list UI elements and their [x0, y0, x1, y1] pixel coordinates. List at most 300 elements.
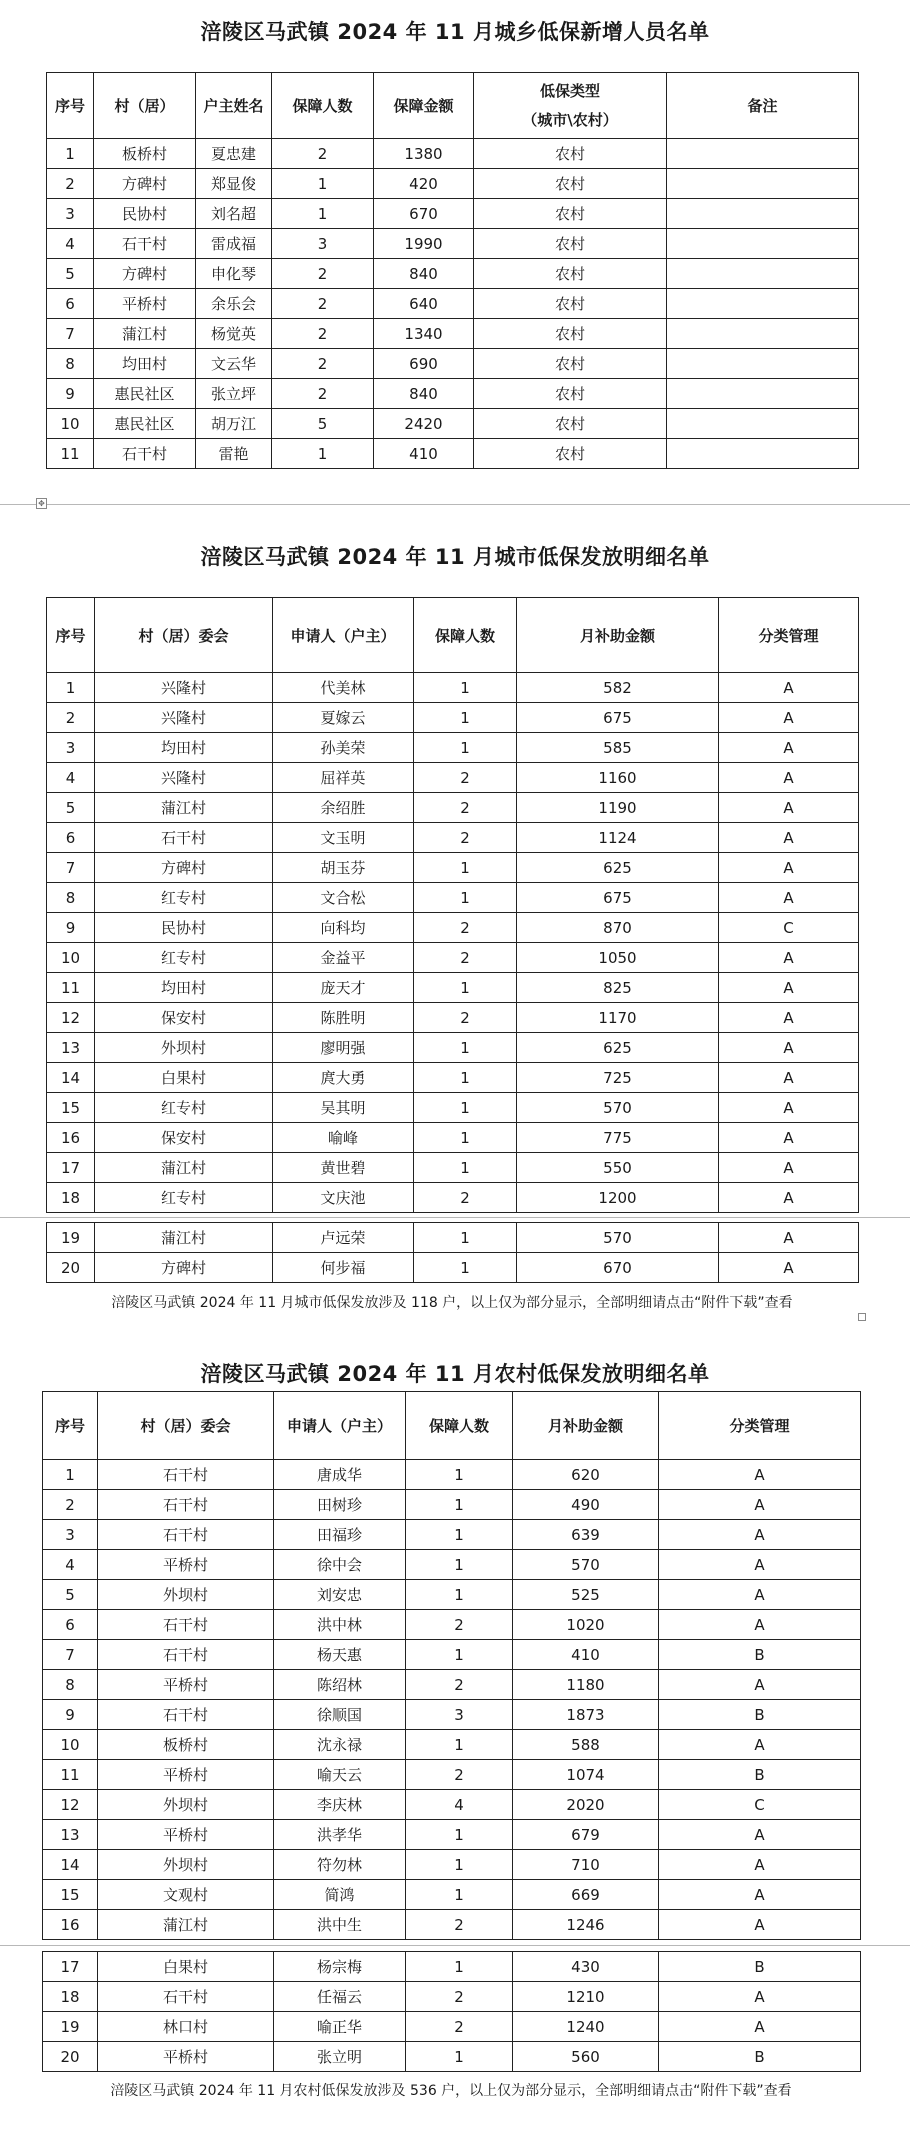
cell-member-count: 2 — [272, 319, 374, 349]
cell-index: 19 — [47, 1223, 95, 1253]
cell-village-committee: 兴隆村 — [95, 703, 273, 733]
cell-village-committee: 外坝村 — [98, 1580, 274, 1610]
table-row — [47, 259, 859, 289]
table-row — [43, 1670, 861, 1700]
table-row — [47, 733, 859, 763]
table-row — [47, 1093, 859, 1123]
cell-amount: 420 — [374, 169, 474, 199]
cell-applicant: 何步福 — [273, 1253, 414, 1283]
cell-index: 20 — [47, 1253, 95, 1283]
cell-monthly-subsidy: 2020 — [513, 1790, 659, 1820]
cell-applicant: 文合松 — [273, 883, 414, 913]
cell-applicant: 余绍胜 — [273, 793, 414, 823]
cell-village-committee: 蒲江村 — [98, 1910, 274, 1940]
table-row — [43, 1490, 861, 1520]
cell-member-count: 2 — [414, 913, 517, 943]
header-applicant: 申请人（户主） — [273, 598, 414, 673]
cell-village-committee: 方碑村 — [95, 1253, 273, 1283]
cell-member-count: 2 — [406, 1760, 513, 1790]
cell-monthly-subsidy: 725 — [517, 1063, 719, 1093]
cell-remark — [667, 139, 859, 169]
cell-member-count: 2 — [272, 349, 374, 379]
cell-household-name: 胡万江 — [196, 409, 272, 439]
cell-category: B — [659, 1760, 861, 1790]
cell-category: A — [719, 943, 859, 973]
cell-applicant: 陈绍林 — [274, 1670, 406, 1700]
cell-category: A — [659, 1490, 861, 1520]
cell-index: 12 — [47, 1003, 95, 1033]
cell-applicant: 杨宗梅 — [274, 1952, 406, 1982]
cell-category: A — [659, 1460, 861, 1490]
cell-village-committee: 石干村 — [98, 1700, 274, 1730]
cell-monthly-subsidy: 570 — [517, 1223, 719, 1253]
table-row — [43, 1880, 861, 1910]
cell-index: 6 — [43, 1610, 98, 1640]
cell-category: A — [719, 883, 859, 913]
cell-applicant: 田树珍 — [274, 1490, 406, 1520]
rural-summary-note: 涪陵区马武镇 2024 年 11 月农村低保发放涉及 536 户，以上仅为部分显示，全部明细请点击“附件下载”查看 — [110, 2083, 792, 2099]
table-row — [47, 913, 859, 943]
table-row — [43, 1982, 861, 2012]
cell-member-count: 1 — [406, 1880, 513, 1910]
urban-summary-note: 涪陵区马武镇 2024 年 11 月城市低保发放涉及 118 户，以上仅为部分显示，全部明细请点击“附件下载”查看 — [111, 1295, 793, 1311]
cell-village-committee: 平桥村 — [98, 1760, 274, 1790]
cell-applicant: 田福珍 — [274, 1520, 406, 1550]
cell-index: 7 — [43, 1640, 98, 1670]
table-row — [47, 229, 859, 259]
cell-type: 农村 — [474, 439, 667, 469]
cell-village-committee: 红专村 — [95, 943, 273, 973]
cell-index: 1 — [47, 139, 94, 169]
cell-applicant: 孙美荣 — [273, 733, 414, 763]
cell-type: 农村 — [474, 349, 667, 379]
cell-amount: 2420 — [374, 409, 474, 439]
cell-village-committee: 蒲江村 — [95, 1223, 273, 1253]
cell-member-count: 1 — [406, 1850, 513, 1880]
cell-monthly-subsidy: 669 — [513, 1880, 659, 1910]
cell-category: A — [719, 733, 859, 763]
header-member-count: 保障人数 — [272, 73, 374, 139]
cell-village-committee: 均田村 — [95, 973, 273, 1003]
table-move-handle[interactable]: ✥ — [36, 498, 47, 509]
header-village-committee: 村（居）委会 — [95, 598, 273, 673]
cell-member-count: 1 — [406, 2042, 513, 2072]
cell-village-committee: 平桥村 — [98, 1550, 274, 1580]
cell-index: 9 — [47, 379, 94, 409]
cell-index: 19 — [43, 2012, 98, 2042]
cell-monthly-subsidy: 588 — [513, 1730, 659, 1760]
cell-monthly-subsidy: 1020 — [513, 1610, 659, 1640]
cell-applicant: 洪中林 — [274, 1610, 406, 1640]
cell-index: 4 — [43, 1550, 98, 1580]
cell-household-name: 郑显俊 — [196, 169, 272, 199]
table-row — [47, 439, 859, 469]
table-row — [47, 703, 859, 733]
cell-village-committee: 兴隆村 — [95, 763, 273, 793]
cell-monthly-subsidy: 825 — [517, 973, 719, 1003]
cell-index: 10 — [47, 943, 95, 973]
header-household-name: 户主姓名 — [196, 73, 272, 139]
cell-applicant: 唐成华 — [274, 1460, 406, 1490]
table-row — [43, 2012, 861, 2042]
cell-monthly-subsidy: 1160 — [517, 763, 719, 793]
cell-monthly-subsidy: 525 — [513, 1580, 659, 1610]
cell-category: A — [659, 1850, 861, 1880]
cell-village: 板桥村 — [94, 139, 196, 169]
cell-type: 农村 — [474, 229, 667, 259]
cell-member-count: 3 — [272, 229, 374, 259]
cell-index: 9 — [43, 1700, 98, 1730]
table-row — [47, 763, 859, 793]
cell-member-count: 2 — [406, 1670, 513, 1700]
cell-village-committee: 兴隆村 — [95, 673, 273, 703]
cell-monthly-subsidy: 679 — [513, 1820, 659, 1850]
cell-household-name: 余乐会 — [196, 289, 272, 319]
cell-village: 平桥村 — [94, 289, 196, 319]
cell-village-committee: 石干村 — [95, 823, 273, 853]
cell-member-count: 1 — [406, 1460, 513, 1490]
cell-monthly-subsidy: 620 — [513, 1460, 659, 1490]
new-members-table — [46, 72, 859, 469]
cell-village: 方碑村 — [94, 259, 196, 289]
cell-member-count: 2 — [406, 2012, 513, 2042]
cell-monthly-subsidy: 1050 — [517, 943, 719, 973]
page-divider — [0, 504, 910, 505]
cell-applicant: 喻峰 — [273, 1123, 414, 1153]
cell-village-committee: 外坝村 — [98, 1850, 274, 1880]
cell-village: 惠民社区 — [94, 379, 196, 409]
cell-village-committee: 石干村 — [98, 1520, 274, 1550]
table-row — [47, 1123, 859, 1153]
cell-applicant: 黄世碧 — [273, 1153, 414, 1183]
cell-amount: 840 — [374, 379, 474, 409]
cell-monthly-subsidy: 570 — [513, 1550, 659, 1580]
cell-village-committee: 平桥村 — [98, 1670, 274, 1700]
table-row — [43, 1910, 861, 1940]
cell-index: 11 — [47, 973, 95, 1003]
cell-applicant: 杨天惠 — [274, 1640, 406, 1670]
header-index: 序号 — [43, 1392, 98, 1460]
cell-index: 7 — [47, 853, 95, 883]
cell-member-count: 1 — [414, 1123, 517, 1153]
cell-monthly-subsidy: 490 — [513, 1490, 659, 1520]
cell-member-count: 1 — [414, 1253, 517, 1283]
cell-type: 农村 — [474, 259, 667, 289]
cell-category: A — [719, 763, 859, 793]
cell-member-count: 1 — [414, 853, 517, 883]
cell-applicant: 陈胜明 — [273, 1003, 414, 1033]
table-row — [47, 139, 859, 169]
table-row — [47, 1033, 859, 1063]
cell-household-name: 雷成福 — [196, 229, 272, 259]
table-row — [47, 673, 859, 703]
cell-monthly-subsidy: 570 — [517, 1093, 719, 1123]
cell-category: A — [659, 1820, 861, 1850]
cell-member-count: 1 — [406, 1490, 513, 1520]
cell-monthly-subsidy: 675 — [517, 703, 719, 733]
table-row — [47, 823, 859, 853]
cell-category: B — [659, 1952, 861, 1982]
cell-amount: 1990 — [374, 229, 474, 259]
cell-category: A — [719, 853, 859, 883]
cell-member-count: 1 — [272, 169, 374, 199]
cell-remark — [667, 229, 859, 259]
cell-index: 2 — [43, 1490, 98, 1520]
cell-category: A — [719, 1033, 859, 1063]
cell-household-name: 雷艳 — [196, 439, 272, 469]
cell-index: 3 — [43, 1520, 98, 1550]
cell-remark — [667, 289, 859, 319]
cell-category: C — [719, 913, 859, 943]
cell-member-count: 1 — [406, 1730, 513, 1760]
cell-index: 17 — [43, 1952, 98, 1982]
cell-member-count: 2 — [272, 259, 374, 289]
cell-index: 20 — [43, 2042, 98, 2072]
cell-household-name: 文云华 — [196, 349, 272, 379]
header-category: 分类管理 — [659, 1392, 861, 1460]
cell-index: 4 — [47, 763, 95, 793]
rural-allowance-table-continued — [42, 1951, 861, 2072]
cell-monthly-subsidy: 1170 — [517, 1003, 719, 1033]
table-row — [47, 793, 859, 823]
cell-village-committee: 红专村 — [95, 1183, 273, 1213]
cell-category: A — [719, 973, 859, 1003]
cell-type: 农村 — [474, 379, 667, 409]
cell-applicant: 张立明 — [274, 2042, 406, 2072]
cell-village-committee: 红专村 — [95, 883, 273, 913]
table-resize-handle[interactable] — [858, 1313, 866, 1321]
table-row — [43, 2042, 861, 2072]
cell-index: 12 — [43, 1790, 98, 1820]
table-row — [43, 1610, 861, 1640]
table2-title: 涪陵区马武镇 2024 年 11 月城市低保发放明细名单 — [200, 545, 710, 569]
table-row — [43, 1790, 861, 1820]
header-member-count: 保障人数 — [414, 598, 517, 673]
table-row — [43, 1520, 861, 1550]
table-row — [47, 853, 859, 883]
cell-applicant: 文庆池 — [273, 1183, 414, 1213]
cell-index: 3 — [47, 733, 95, 763]
cell-member-count: 2 — [414, 763, 517, 793]
cell-index: 16 — [43, 1910, 98, 1940]
header-member-count: 保障人数 — [406, 1392, 513, 1460]
table3-title: 涪陵区马武镇 2024 年 11 月农村低保发放明细名单 — [200, 1362, 710, 1386]
cell-category: A — [719, 1253, 859, 1283]
cell-monthly-subsidy: 585 — [517, 733, 719, 763]
cell-member-count: 2 — [272, 139, 374, 169]
cell-category: A — [659, 1982, 861, 2012]
cell-index: 11 — [47, 439, 94, 469]
cell-type: 农村 — [474, 289, 667, 319]
cell-type: 农村 — [474, 199, 667, 229]
cell-remark — [667, 349, 859, 379]
cell-amount: 640 — [374, 289, 474, 319]
cell-village: 惠民社区 — [94, 409, 196, 439]
cell-village-committee: 平桥村 — [98, 1820, 274, 1850]
cell-applicant: 庹大勇 — [273, 1063, 414, 1093]
cell-remark — [667, 379, 859, 409]
cell-remark — [667, 169, 859, 199]
cell-applicant: 喻正华 — [274, 2012, 406, 2042]
cell-category: A — [719, 793, 859, 823]
cell-index: 13 — [47, 1033, 95, 1063]
table-row — [47, 1063, 859, 1093]
cell-type: 农村 — [474, 319, 667, 349]
table-row — [47, 319, 859, 349]
cell-applicant: 徐顺国 — [274, 1700, 406, 1730]
cell-member-count: 2 — [272, 379, 374, 409]
cell-member-count: 2 — [414, 1183, 517, 1213]
cell-monthly-subsidy: 1200 — [517, 1183, 719, 1213]
cell-village-committee: 保安村 — [95, 1003, 273, 1033]
cell-applicant: 李庆林 — [274, 1790, 406, 1820]
cell-index: 14 — [47, 1063, 95, 1093]
cell-member-count: 2 — [272, 289, 374, 319]
cell-category: A — [719, 1183, 859, 1213]
table-row — [47, 169, 859, 199]
cell-index: 8 — [47, 349, 94, 379]
cell-member-count: 3 — [406, 1700, 513, 1730]
cell-category: A — [659, 2012, 861, 2042]
cell-monthly-subsidy: 639 — [513, 1520, 659, 1550]
table-row — [43, 1760, 861, 1790]
cell-index: 1 — [43, 1460, 98, 1490]
cell-monthly-subsidy: 1210 — [513, 1982, 659, 2012]
cell-category: A — [659, 1880, 861, 1910]
header-village: 村（居） — [94, 73, 196, 139]
rural-allowance-table — [42, 1391, 861, 1940]
cell-village-committee: 蒲江村 — [95, 1153, 273, 1183]
cell-applicant: 吴其明 — [273, 1093, 414, 1123]
cell-village: 民协村 — [94, 199, 196, 229]
header-monthly-subsidy: 月补助金额 — [517, 598, 719, 673]
cell-applicant: 夏嫁云 — [273, 703, 414, 733]
cell-category: A — [659, 1730, 861, 1760]
cell-member-count: 1 — [406, 1580, 513, 1610]
cell-member-count: 2 — [406, 1982, 513, 2012]
cell-member-count: 1 — [414, 673, 517, 703]
cell-household-name: 张立坪 — [196, 379, 272, 409]
cell-village: 石干村 — [94, 229, 196, 259]
cell-village-committee: 均田村 — [95, 733, 273, 763]
cell-member-count: 1 — [406, 1550, 513, 1580]
cell-category: B — [659, 2042, 861, 2072]
cell-applicant: 任福云 — [274, 1982, 406, 2012]
cell-category: A — [719, 673, 859, 703]
cell-village-committee: 板桥村 — [98, 1730, 274, 1760]
cell-village-committee: 文观村 — [98, 1880, 274, 1910]
cell-village-committee: 蒲江村 — [95, 793, 273, 823]
cell-member-count: 4 — [406, 1790, 513, 1820]
header-index: 序号 — [47, 598, 95, 673]
cell-index: 6 — [47, 289, 94, 319]
cell-member-count: 1 — [414, 1153, 517, 1183]
cell-monthly-subsidy: 550 — [517, 1153, 719, 1183]
cell-monthly-subsidy: 430 — [513, 1952, 659, 1982]
header-amount: 保障金额 — [374, 73, 474, 139]
cell-category: A — [719, 823, 859, 853]
cell-monthly-subsidy: 710 — [513, 1850, 659, 1880]
cell-member-count: 1 — [414, 1223, 517, 1253]
cell-village-committee: 民协村 — [95, 913, 273, 943]
table-row — [47, 1253, 859, 1283]
cell-village-committee: 石干村 — [98, 1640, 274, 1670]
cell-applicant: 廖明强 — [273, 1033, 414, 1063]
cell-applicant: 屈祥英 — [273, 763, 414, 793]
cell-index: 5 — [47, 259, 94, 289]
cell-index: 5 — [43, 1580, 98, 1610]
cell-village-committee: 石干村 — [98, 1460, 274, 1490]
table-row — [43, 1580, 861, 1610]
cell-category: A — [719, 1153, 859, 1183]
cell-category: A — [719, 1123, 859, 1153]
cell-remark — [667, 319, 859, 349]
cell-category: C — [659, 1790, 861, 1820]
cell-village-committee: 方碑村 — [95, 853, 273, 883]
cell-village-committee: 石干村 — [98, 1610, 274, 1640]
cell-village-committee: 石干村 — [98, 1982, 274, 2012]
cell-household-name: 杨觉英 — [196, 319, 272, 349]
header-category: 分类管理 — [719, 598, 859, 673]
cell-index: 10 — [47, 409, 94, 439]
cell-type: 农村 — [474, 139, 667, 169]
cell-monthly-subsidy: 1124 — [517, 823, 719, 853]
cell-applicant: 文玉明 — [273, 823, 414, 853]
cell-amount: 670 — [374, 199, 474, 229]
header-monthly-subsidy: 月补助金额 — [513, 1392, 659, 1460]
cell-applicant: 刘安忠 — [274, 1580, 406, 1610]
cell-monthly-subsidy: 625 — [517, 853, 719, 883]
cell-member-count: 1 — [414, 733, 517, 763]
cell-household-name: 申化琴 — [196, 259, 272, 289]
cell-member-count: 1 — [272, 439, 374, 469]
cell-member-count: 1 — [414, 1033, 517, 1063]
table-row — [43, 1700, 861, 1730]
table-row — [43, 1640, 861, 1670]
cell-applicant: 洪中生 — [274, 1910, 406, 1940]
cell-member-count: 5 — [272, 409, 374, 439]
cell-member-count: 1 — [414, 883, 517, 913]
table-row — [47, 943, 859, 973]
cell-monthly-subsidy: 410 — [513, 1640, 659, 1670]
table-row — [47, 289, 859, 319]
cell-index: 7 — [47, 319, 94, 349]
cell-index: 3 — [47, 199, 94, 229]
cell-amount: 410 — [374, 439, 474, 469]
table-row — [47, 379, 859, 409]
cell-index: 14 — [43, 1850, 98, 1880]
cell-index: 13 — [43, 1820, 98, 1850]
cell-village-committee: 外坝村 — [98, 1790, 274, 1820]
cell-category: A — [659, 1610, 861, 1640]
cell-village: 蒲江村 — [94, 319, 196, 349]
header-type-line1: 低保类型 — [539, 81, 600, 100]
table-row — [43, 1820, 861, 1850]
cell-index: 15 — [47, 1093, 95, 1123]
cell-member-count: 1 — [272, 199, 374, 229]
cell-category: A — [659, 1550, 861, 1580]
cell-village-committee: 石干村 — [98, 1490, 274, 1520]
cell-monthly-subsidy: 1190 — [517, 793, 719, 823]
cell-monthly-subsidy: 1074 — [513, 1760, 659, 1790]
cell-index: 15 — [43, 1880, 98, 1910]
cell-applicant: 喻天云 — [274, 1760, 406, 1790]
cell-household-name: 刘名超 — [196, 199, 272, 229]
cell-index: 16 — [47, 1123, 95, 1153]
cell-index: 2 — [47, 169, 94, 199]
urban-allowance-table — [46, 597, 859, 1213]
cell-index: 11 — [43, 1760, 98, 1790]
